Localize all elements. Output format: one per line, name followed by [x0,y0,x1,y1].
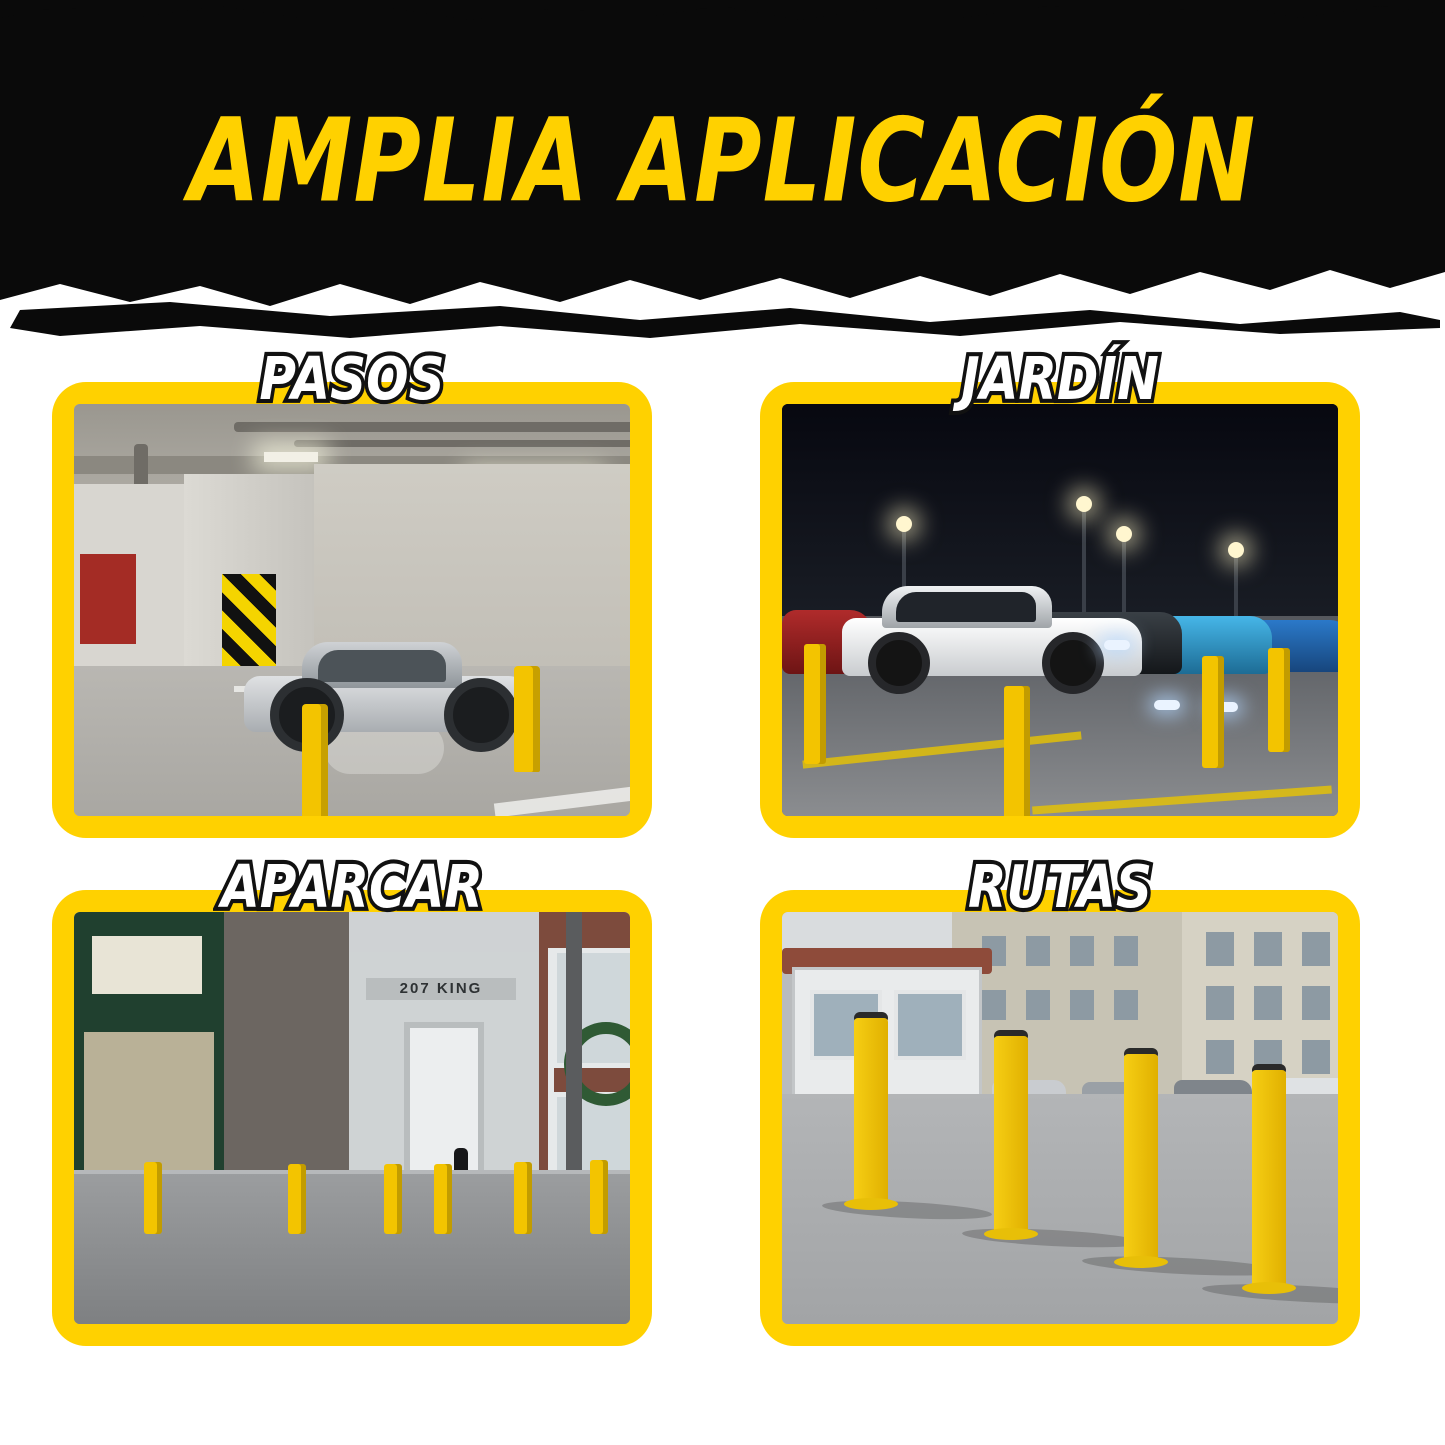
bollard [514,1162,532,1234]
bollard [804,644,826,764]
page-title: AMPLIA APLICACIÓN [188,94,1257,228]
card-label-pasos: PASOS [259,344,445,414]
application-card-aparcar[interactable] [52,852,652,1346]
bollard [514,666,540,772]
card-label-rutas: RUTAS [967,852,1153,922]
bollard [1202,656,1224,768]
torn-edge-top-icon [0,0,1445,40]
car-white-hero [842,584,1142,694]
bollard [302,704,328,816]
application-card-jardin[interactable] [760,344,1360,838]
bollard [288,1164,306,1234]
scene-parking-garage [74,404,630,816]
torn-edge-bottom-icon [0,236,1445,341]
scene-guard-booth-bollards [782,912,1338,1324]
card-photo-aparcar [74,912,630,1324]
car-silver [244,644,534,754]
bollard [1004,686,1030,816]
card-photo-rutas [782,912,1338,1324]
card-photo-jardin [782,404,1338,816]
bollard [590,1160,608,1234]
scene-night-parking-lot [782,404,1338,816]
bollard [434,1164,452,1234]
bollard [1268,648,1290,752]
card-photo-pasos [74,404,630,816]
bollard [144,1162,162,1234]
card-label-aparcar: APARCAR [221,852,483,922]
scene-street-storefront [74,912,630,1324]
card-label-jardin: JARDÍN [961,344,1159,414]
application-grid [52,344,1396,1382]
bollard [384,1164,402,1234]
application-card-pasos[interactable] [52,344,652,838]
application-card-rutas[interactable] [760,852,1360,1346]
header-banner [0,0,1445,330]
storefront-sign: 207 KING [366,978,516,1000]
